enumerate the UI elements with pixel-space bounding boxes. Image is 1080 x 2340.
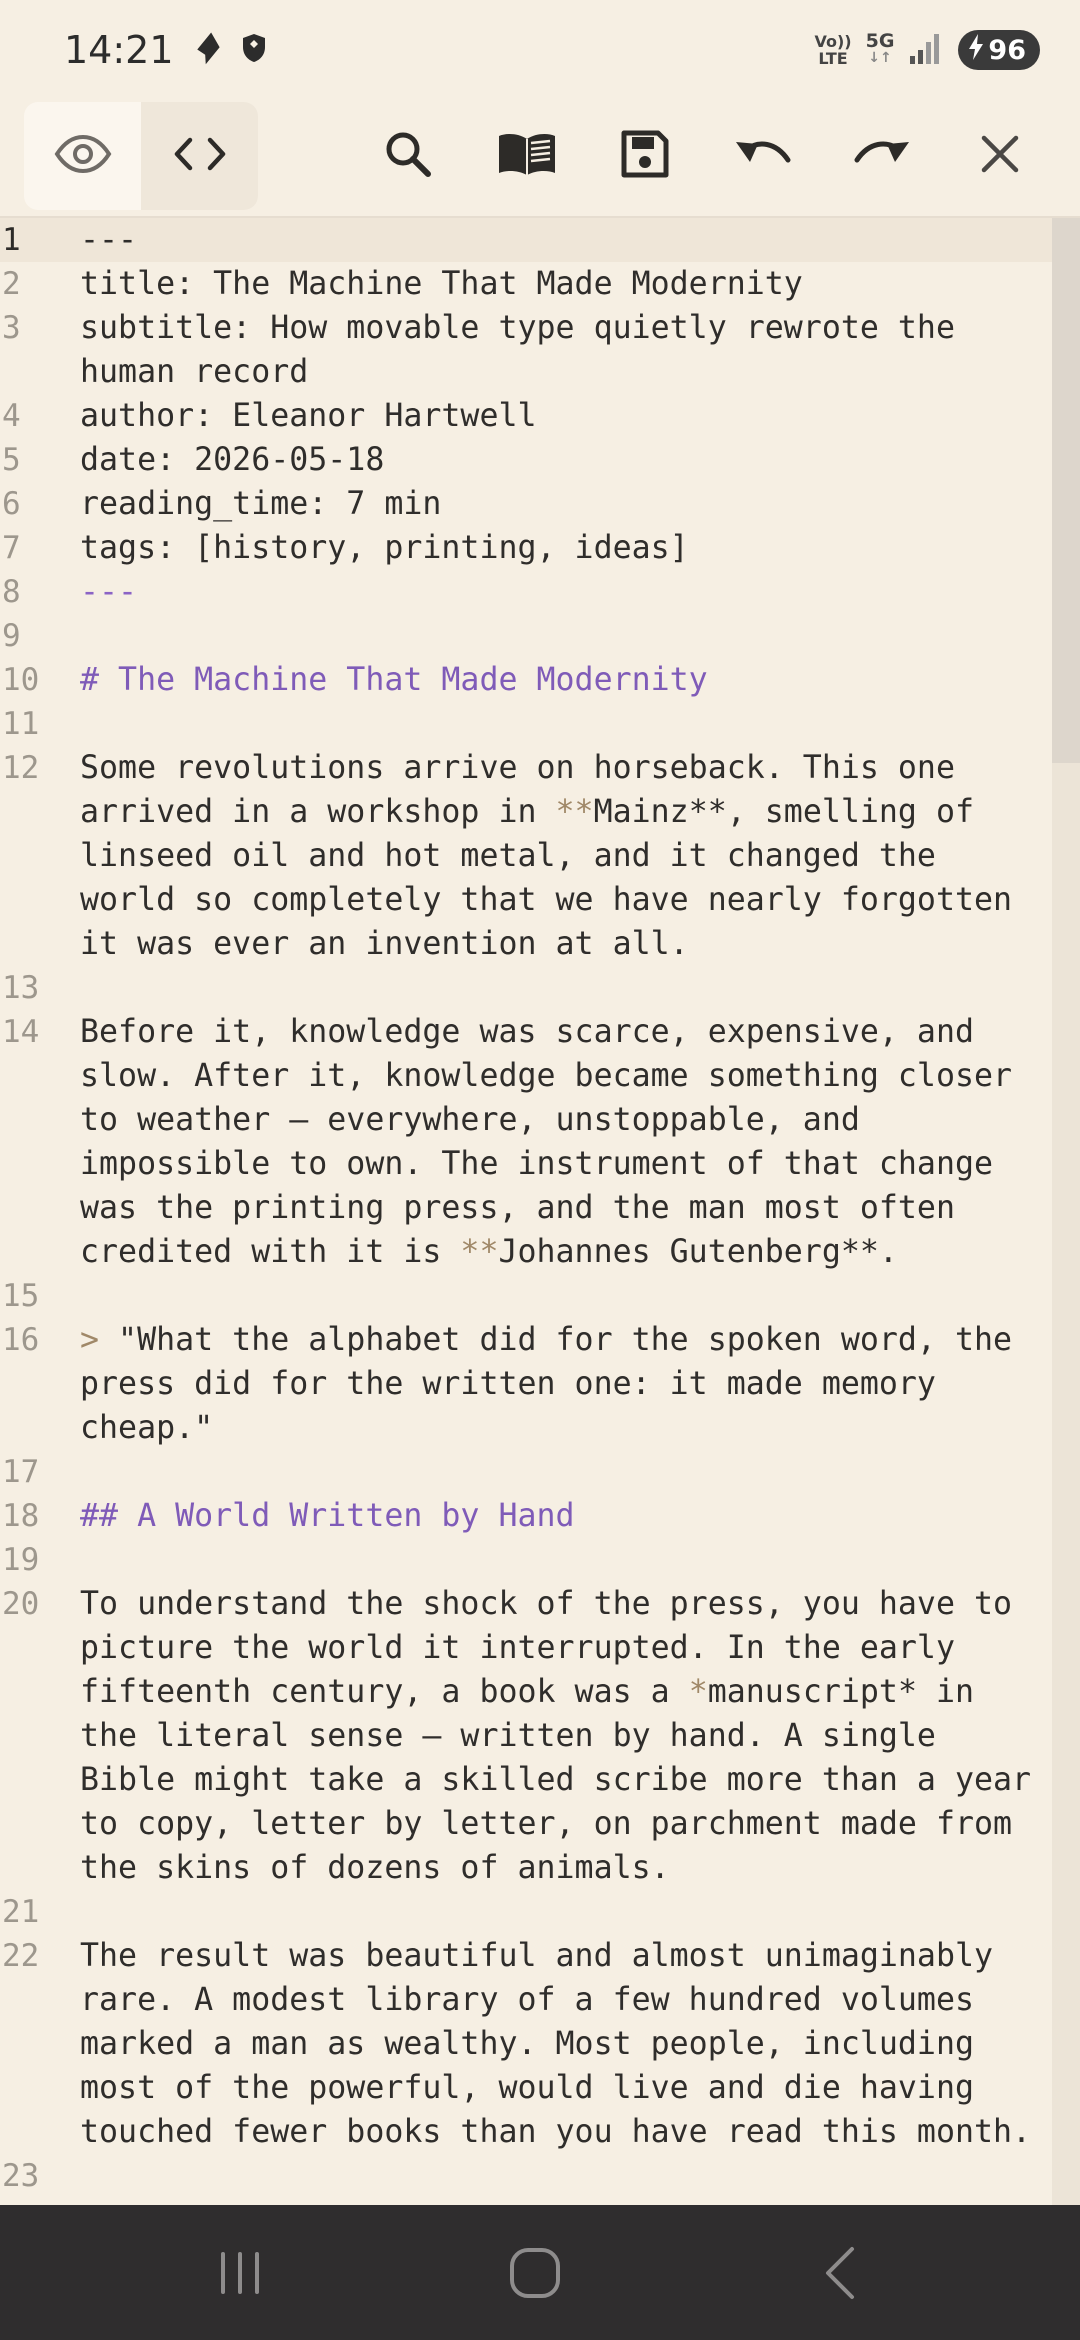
signal-icon [908, 30, 944, 70]
code-text: To understand the shock of the press, you have to picture the world it interrupted. In the early fifteenth century, a book was a [80, 1586, 1032, 1710]
line-text [80, 1582, 1050, 1890]
line-text [80, 966, 1050, 1010]
emphasis-marker: ** [460, 1234, 499, 1270]
line-number: 7 [2, 530, 21, 566]
line-number: 22 [2, 1938, 40, 1974]
line-text [80, 306, 1050, 394]
line-number: 6 [2, 486, 21, 522]
recents-icon [215, 2248, 265, 2302]
book-icon [496, 131, 558, 181]
editor-line[interactable] [0, 746, 1080, 966]
editor-line[interactable] [0, 1318, 1080, 1450]
editor-line[interactable] [0, 1494, 1080, 1538]
heading-text: ## A World Written by Hand [80, 1498, 575, 1534]
code-text: The result was beautiful and almost unimaginably rare. A modest library of a few hundred volumes marked a man as wealthy. Most people, including most of the powerful, would live and die having touched fewer books than you have read this month. [80, 1938, 1032, 2150]
editor-line[interactable] [0, 1934, 1080, 2154]
5g-indicator [865, 30, 895, 67]
editor-line[interactable] [0, 394, 1080, 438]
home-button[interactable] [495, 2235, 575, 2315]
editor-line[interactable] [0, 1274, 1080, 1318]
search-icon [383, 129, 433, 183]
line-text [80, 262, 1050, 306]
emphasis-marker: * [688, 1674, 708, 1710]
clock: 14:21 [64, 28, 174, 72]
code-text: tags: [history, printing, ideas] [80, 530, 689, 566]
editor-line[interactable] [0, 526, 1080, 570]
data-arrows-icon: ↓↑ [868, 50, 892, 66]
line-text [80, 746, 1050, 966]
undo-button[interactable] [721, 114, 805, 198]
line-text [80, 1934, 1050, 2154]
line-text [80, 570, 1050, 614]
code-text: --- [80, 222, 138, 258]
editor-line[interactable] [0, 966, 1080, 1010]
line-number: 1 [2, 222, 21, 258]
editor-line[interactable] [0, 570, 1080, 614]
redo-button[interactable] [840, 114, 924, 198]
save-button[interactable] [603, 114, 687, 198]
eye-icon [54, 134, 112, 178]
line-text [80, 2154, 1050, 2198]
code-text: . [878, 1234, 898, 1270]
line-text [80, 1538, 1050, 1582]
scrollbar-thumb[interactable] [1052, 218, 1080, 763]
line-text [80, 702, 1050, 746]
charging-icon [968, 34, 984, 67]
line-number: 9 [2, 618, 21, 654]
status-right [814, 30, 1040, 70]
line-text [80, 1890, 1050, 1934]
status-bar [0, 0, 1080, 100]
line-text [80, 218, 1050, 262]
code-text: Some revolutions arrive on horseback. This one arrived in a workshop in [80, 750, 974, 830]
view-mode-toggle [24, 102, 258, 210]
line-text [80, 1450, 1050, 1494]
line-number: 8 [2, 574, 21, 610]
line-number: 16 [2, 1322, 40, 1358]
code-text: , smelling of linseed oil and hot metal, and it changed the world so completely that we have nearly forgotten it was ever an invention at all. [80, 794, 1032, 962]
editor-toolbar [0, 100, 1080, 218]
close-button[interactable] [958, 114, 1042, 198]
line-number: 17 [2, 1454, 40, 1490]
battery-indicator [958, 30, 1040, 70]
line-number: 18 [2, 1498, 40, 1534]
code-text: Before it, knowledge was scarce, expensive, and slow. After it, knowledge became something closer to weather — everywhere, unstoppable, and impossible to own. The instrument of that change was the printing press, and the man most often credited with it is [80, 1014, 1032, 1270]
code-text: title: The Machine That Made Modernity [80, 266, 803, 302]
search-button[interactable] [366, 114, 450, 198]
line-text [80, 394, 1050, 438]
line-text [80, 1318, 1050, 1450]
line-text [80, 614, 1050, 658]
line-number: 2 [2, 266, 21, 302]
line-text [80, 526, 1050, 570]
line-number: 19 [2, 1542, 40, 1578]
line-number: 14 [2, 1014, 40, 1050]
editor-line[interactable] [0, 482, 1080, 526]
code-text: subtitle: How movable type quietly rewrote the human record [80, 310, 974, 390]
editor-line[interactable] [0, 218, 1080, 262]
line-number: 20 [2, 1586, 40, 1622]
code-text: manuscript [707, 1674, 898, 1710]
line-text [80, 1494, 1050, 1538]
line-text [80, 482, 1050, 526]
line-number: 5 [2, 442, 21, 478]
home-icon [507, 2245, 563, 2305]
save-icon [620, 129, 670, 183]
editor-line[interactable] [0, 438, 1080, 482]
editor-line[interactable] [0, 702, 1080, 746]
editor-line[interactable] [0, 262, 1080, 306]
recents-button[interactable] [200, 2235, 280, 2315]
line-number: 23 [2, 2158, 40, 2194]
editor-line[interactable] [0, 658, 1080, 702]
back-icon [818, 2245, 862, 2305]
line-number: 21 [2, 1894, 40, 1930]
code-text: "What the alphabet did for the spoken word, the press did for the written one: it made memory cheap." [80, 1322, 1032, 1446]
code-text: date: 2026-05-18 [80, 442, 385, 478]
navigation-bar [0, 2205, 1080, 2340]
preview-mode-button[interactable] [24, 102, 141, 210]
editor-line[interactable] [0, 1010, 1080, 1274]
emphasis-marker: ** [555, 794, 594, 830]
editor-line[interactable] [0, 1582, 1080, 1890]
line-text [80, 658, 1050, 702]
blockquote-marker: > [80, 1322, 100, 1358]
line-text [80, 438, 1050, 482]
code-icon [172, 134, 228, 178]
line-number: 3 [2, 310, 21, 346]
reader-button[interactable] [485, 114, 569, 198]
volte-bottom-label: LTE [818, 49, 848, 68]
source-mode-button[interactable] [141, 102, 258, 210]
volte-top-label: Vo)) [814, 32, 852, 51]
frontmatter-delimiter: --- [80, 574, 138, 610]
editor-line[interactable] [0, 614, 1080, 658]
code-text: author: Eleanor Hartwell [80, 398, 537, 434]
redo-icon [853, 136, 911, 176]
editor-line[interactable] [0, 2154, 1080, 2198]
close-icon [980, 134, 1020, 178]
line-text [80, 1274, 1050, 1318]
emphasis-marker: ** [840, 1234, 879, 1270]
line-number: 11 [2, 706, 40, 742]
undo-icon [734, 136, 792, 176]
location-icon [190, 29, 224, 71]
line-number: 15 [2, 1278, 40, 1314]
5g-label: 5G [865, 30, 895, 52]
markdown-editor[interactable] [0, 218, 1080, 2205]
line-number: 4 [2, 398, 21, 434]
emphasis-marker: * [897, 1674, 917, 1710]
volte-indicator [814, 33, 851, 67]
line-number: 10 [2, 662, 40, 698]
code-text: Mainz [593, 794, 689, 830]
line-number: 13 [2, 970, 40, 1006]
line-number: 12 [2, 750, 40, 786]
battery-level: 96 [988, 34, 1026, 66]
line-text [80, 1010, 1050, 1274]
editor-line[interactable] [0, 306, 1080, 394]
editor-line[interactable] [0, 1538, 1080, 1582]
heading-text: # The Machine That Made Modernity [80, 662, 708, 698]
shield-icon [240, 32, 268, 68]
editor-line[interactable] [0, 1890, 1080, 1934]
back-button[interactable] [800, 2235, 880, 2315]
emphasis-marker: ** [688, 794, 727, 830]
code-text: Johannes Gutenberg [498, 1234, 841, 1270]
code-text: reading_time: 7 min [80, 486, 442, 522]
code-text: in the literal sense — written by hand. A single Bible might take a skilled scribe more than a year to copy, letter by letter, on parchment made from the skins of dozens of animals. [80, 1674, 1051, 1886]
status-left [64, 28, 268, 72]
editor-line[interactable] [0, 1450, 1080, 1494]
